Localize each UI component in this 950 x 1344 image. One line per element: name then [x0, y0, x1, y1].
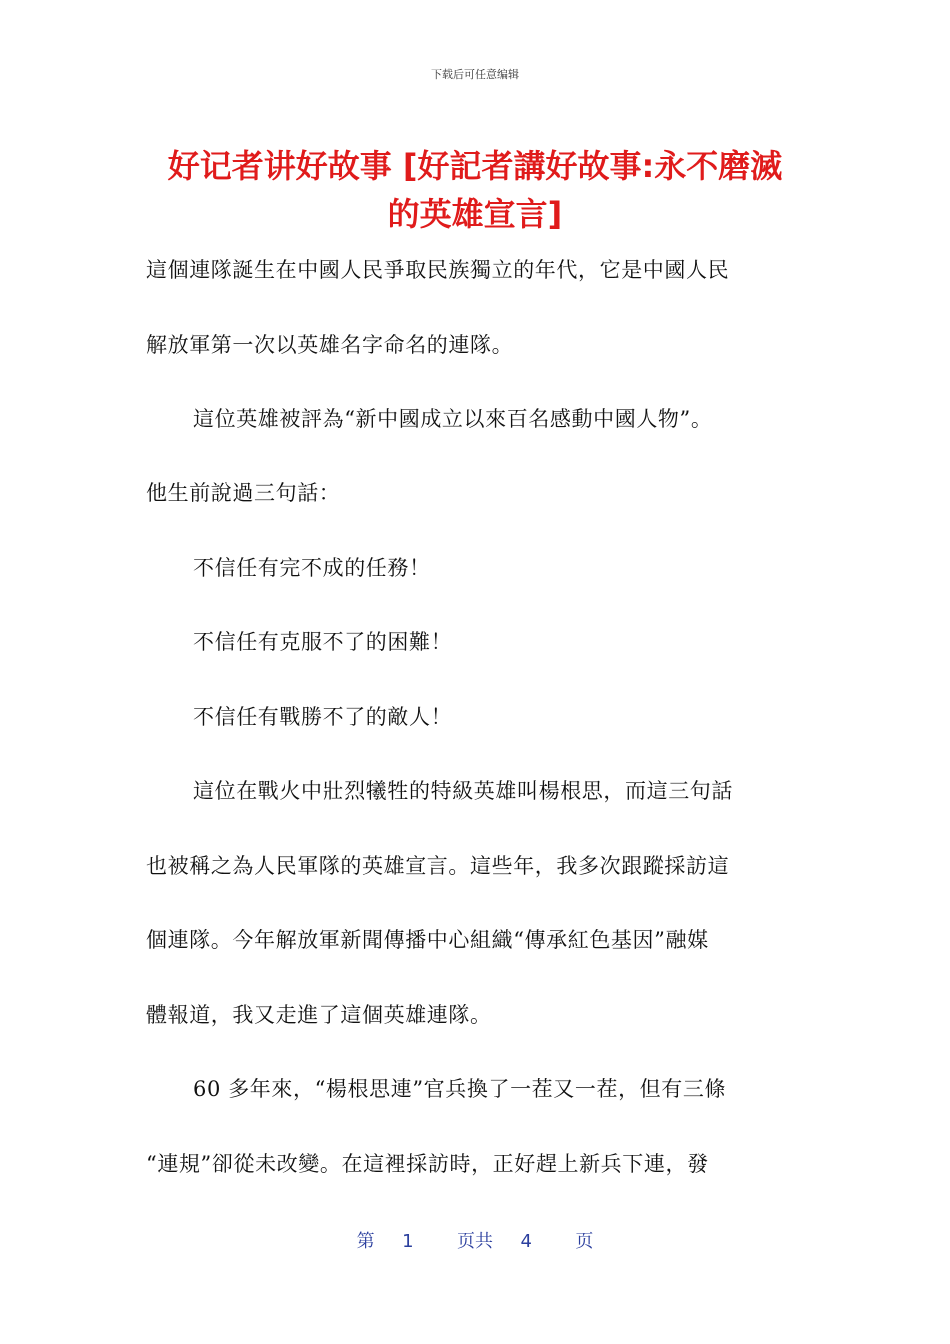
body-line: 不信任有戰勝不了的敵人！	[193, 705, 453, 729]
body-line: 也被稱之為人民軍隊的英雄宣言。這些年，我多次跟蹤採訪這	[146, 854, 730, 878]
page-total: 4	[520, 1231, 532, 1252]
body-line: 不信任有克服不了的困難！	[193, 630, 453, 654]
body-line: 個連隊。今年解放軍新聞傳播中心組織“傳承紅色基因”融媒	[146, 928, 709, 952]
header-note: 下载后可任意编辑	[431, 68, 519, 81]
body-line: 這個連隊誕生在中國人民爭取民族獨立的年代，它是中國人民	[146, 258, 730, 282]
body-line: 不信任有完不成的任務！	[193, 556, 431, 580]
body-line: “連規”卻從未改變。在這裡採訪時，正好趕上新兵下連，發	[146, 1152, 709, 1176]
body-line: 解放軍第一次以英雄名字命名的連隊。	[146, 333, 514, 357]
body-line: 體報道，我又走進了這個英雄連隊。	[146, 1003, 492, 1027]
body-line: 這位英雄被評為“新中國成立以來百名感動中國人物”。	[193, 407, 713, 431]
body-line: 60 多年來，“楊根思連”官兵換了一茬又一茬，但有三條	[193, 1077, 727, 1101]
page-suffix: 页	[575, 1231, 594, 1252]
page-mid: 页共	[457, 1231, 493, 1252]
title-line-1: 好记者讲好故事 [好記者講好故事:永不磨滅	[167, 147, 783, 185]
body-line: 他生前說過三句話：	[146, 481, 341, 505]
page-prefix: 第	[356, 1231, 375, 1252]
title-line-2: 的英雄宣言]	[387, 195, 563, 233]
page-number: 1	[402, 1231, 414, 1252]
page-footer	[0, 1227, 950, 1253]
body-line: 這位在戰火中壯烈犧牲的特級英雄叫楊根思，而這三句話	[193, 779, 733, 803]
document-title	[140, 142, 810, 238]
